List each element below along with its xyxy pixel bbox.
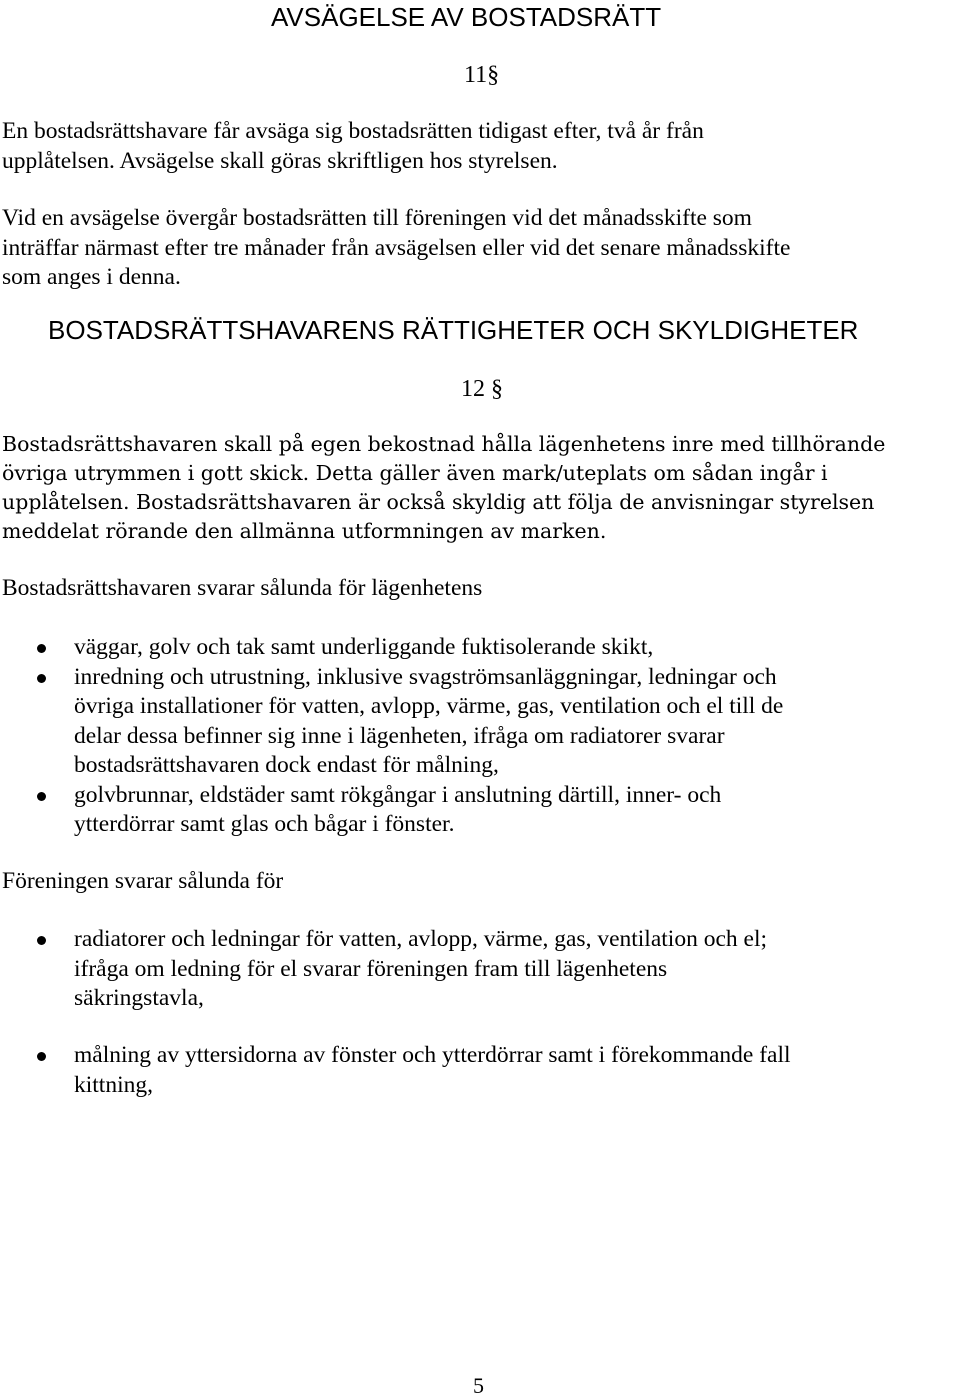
text-line: övriga utrymmen i gott skick. Detta gäller även mark/uteplats om sådan ingår i bbox=[2, 461, 828, 485]
text-line: säkringstavla, bbox=[74, 985, 204, 1011]
text-line: målning av yttersidorna av fönster och ytterdörrar samt i förekommande fall bbox=[74, 1042, 791, 1068]
member-responsibility-list bbox=[0, 633, 960, 840]
section-heading-rattigheter: BOSTADSRÄTTSHAVARENS RÄTTIGHETER OCH SKYLDIGHETER bbox=[48, 315, 859, 345]
list-item bbox=[0, 663, 960, 781]
list-item bbox=[0, 925, 960, 1014]
bullet-icon bbox=[37, 1052, 46, 1061]
page-number: 5 bbox=[473, 1373, 484, 1398]
member-responsibility-intro: Bostadsrättshavaren svarar sålunda för lägenhetens bbox=[2, 575, 483, 601]
list-item bbox=[0, 781, 960, 840]
paragraph-number-12: 12 § bbox=[461, 376, 503, 402]
text-line: ifråga om ledning för el svarar föreningen fram till lägenhetens bbox=[74, 955, 668, 982]
paragraph-number-11: 11§ bbox=[464, 62, 500, 88]
list-item bbox=[0, 633, 960, 663]
bullet-icon bbox=[37, 792, 46, 801]
list-item bbox=[0, 1041, 960, 1100]
text-line: ytterdörrar samt glas och bågar i fönster. bbox=[74, 811, 455, 837]
text-line: upplåtelsen. Bostadsrättshavaren är också skyldig att följa de anvisningar styrelsen bbox=[2, 490, 875, 514]
association-responsibility-intro: Föreningen svarar sålunda för bbox=[2, 868, 284, 894]
section-heading-avsagelse: AVSÄGELSE AV BOSTADSRÄTT bbox=[271, 2, 662, 32]
text-line: delar dessa befinner sig inne i lägenheten, ifråga om radiatorer svarar bbox=[74, 722, 725, 749]
text-line: kittning, bbox=[74, 1071, 153, 1098]
text-line: Vid en avsägelse övergår bostadsrätten till föreningen vid det månadsskifte som bbox=[2, 205, 752, 231]
association-responsibility-list-continued bbox=[0, 1041, 960, 1100]
paragraph-avsagelse-2 bbox=[2, 204, 954, 293]
text-line: meddelat rörande den allmänna utformningen av marken. bbox=[2, 519, 607, 543]
text-line: övriga installationer för vatten, avlopp, värme, gas, ventilation och el till de bbox=[74, 693, 784, 719]
text-line: golvbrunnar, eldstäder samt rökgångar i anslutning därtill, inner- och bbox=[74, 781, 722, 808]
text-line: bostadsrättshavaren dock endast för målning, bbox=[74, 752, 499, 778]
text-line: inredning och utrustning, inklusive svagströmsanläggningar, ledningar och bbox=[74, 663, 777, 690]
association-responsibility-list bbox=[0, 925, 960, 1014]
text-line: som anges i denna. bbox=[2, 264, 181, 290]
text-line: inträffar närmast efter tre månader från avsägelsen eller vid det senare månadsskifte bbox=[2, 234, 791, 261]
text-line: väggar, golv och tak samt underliggande fuktisolerande skikt, bbox=[74, 634, 654, 660]
text-line: Bostadsrättshavaren skall på egen bekostnad hålla lägenhetens inre med tillhörande bbox=[2, 432, 886, 456]
paragraph-rattigheter-1 bbox=[2, 430, 954, 546]
paragraph-avsagelse-1 bbox=[2, 117, 954, 176]
bullet-icon bbox=[37, 674, 46, 683]
text-line: upplåtelsen. Avsägelse skall göras skriftligen hos styrelsen. bbox=[2, 147, 558, 174]
bullet-icon bbox=[37, 644, 46, 653]
text-line: radiatorer och ledningar för vatten, avlopp, värme, gas, ventilation och el; bbox=[74, 926, 767, 952]
text-line: En bostadsrättshavare får avsäga sig bostadsrätten tidigast efter, två år från bbox=[2, 118, 704, 144]
bullet-icon bbox=[37, 936, 46, 945]
